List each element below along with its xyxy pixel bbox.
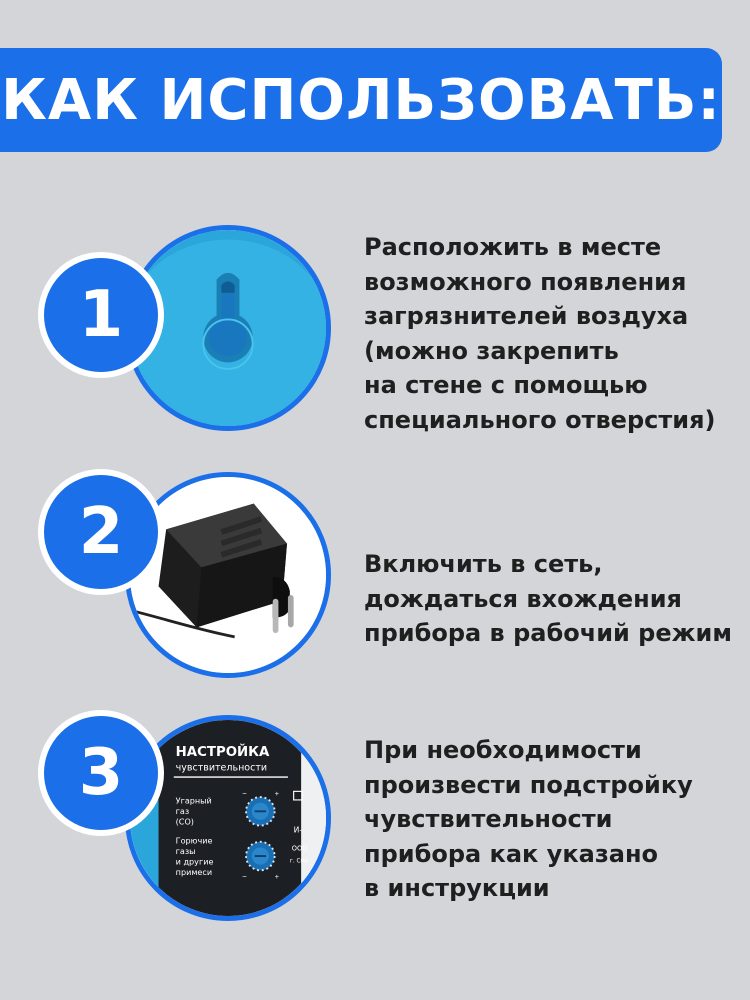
step-3 (0, 715, 750, 930)
panel-side-text-2: ООО (291, 844, 308, 853)
header-banner (0, 48, 722, 152)
gas-knob (246, 842, 275, 871)
co-knob (246, 797, 275, 826)
svg-text:+: + (274, 789, 280, 799)
panel-side-text-3: г. Смо (289, 858, 309, 865)
step-1-number-badge: 1 (38, 252, 164, 378)
panel-label-co: Угарный газ (CO) (175, 795, 212, 827)
step-2-number-badge: 2 (38, 469, 164, 595)
panel-label-gas: Горючие газы и другие примеси (175, 835, 214, 878)
panel-title: НАСТРОЙКА (175, 745, 270, 761)
panel-subtitle: чувствительности (175, 762, 268, 774)
step-2 (0, 472, 750, 687)
panel-side-text-1: И- (293, 825, 303, 835)
step-2-text: Включить в сеть, дождаться вхождения прибора в рабочий режим (364, 550, 732, 647)
svg-text:−: − (242, 871, 247, 881)
svg-text:+: + (274, 871, 280, 881)
step-1 (0, 225, 750, 440)
step-3-number-badge: 3 (38, 710, 164, 836)
page-title: КАК ИСПОЛЬЗОВАТЬ: (1, 67, 721, 133)
power-adapter-icon (130, 477, 326, 673)
step-3-text: При необходимости произвести подстройку чувствительности прибора как указано в инструкции (364, 736, 693, 902)
svg-text:−: − (242, 789, 247, 799)
step-1-text: Расположить в месте возможного появления загрязнителей воздуха (можно закрепить на стене с помощью специального отверстия) (364, 233, 716, 434)
